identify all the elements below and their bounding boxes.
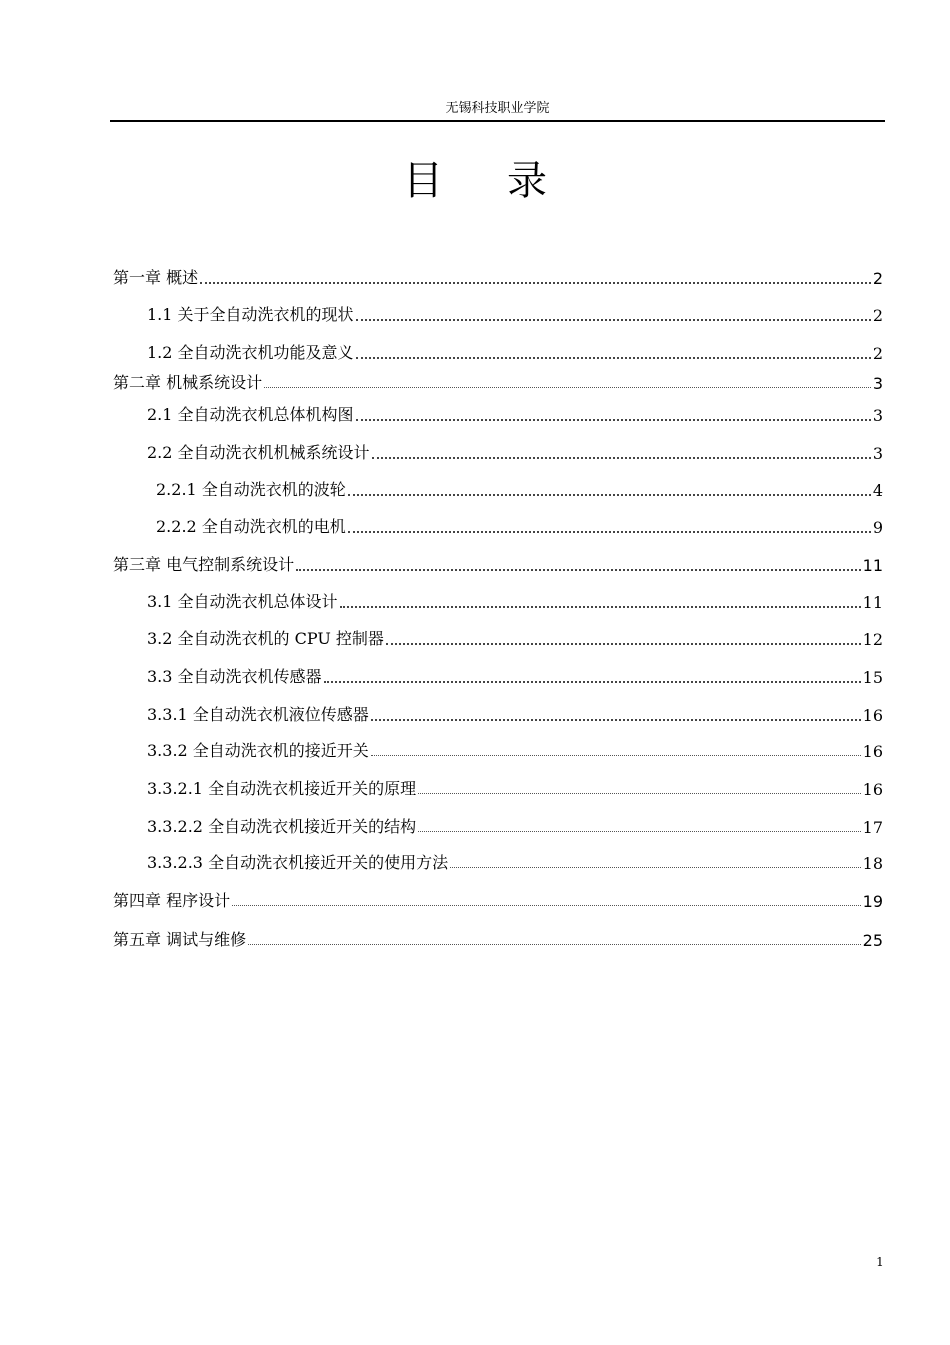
toc-entry-chapter-2[interactable]: 第二章 机械系统设计 3 [113, 369, 883, 393]
toc-title-right: 录 [507, 158, 547, 204]
toc-entry-2-2[interactable]: 2.2 全自动洗衣机机械系统设计 3 [147, 439, 883, 463]
toc-entry-chapter-1[interactable]: 第一章 概述 2 [113, 264, 883, 288]
toc-entry-3-2[interactable]: 3.2 全自动洗衣机的 CPU 控制器 12 [147, 625, 883, 649]
toc-title-left: 目 [403, 158, 443, 204]
toc-entry-1-2[interactable]: 1.2 全自动洗衣机功能及意义 2 [147, 339, 883, 363]
toc-entry-1-1[interactable]: 1.1 关于全自动洗衣机的现状 2 [147, 301, 883, 325]
toc-entry-2-1[interactable]: 2.1 全自动洗衣机总体机构图 3 [147, 401, 883, 425]
toc-entry-3-3-2-3[interactable]: 3.3.2.3 全自动洗衣机接近开关的使用方法 18 [147, 849, 883, 873]
toc-entry-chapter-4[interactable]: 第四章 程序设计 19 [113, 887, 883, 911]
toc-entry-chapter-5[interactable]: 第五章 调试与维修 25 [113, 926, 883, 950]
toc-entry-3-1[interactable]: 3.1 全自动洗衣机总体设计 11 [147, 588, 883, 612]
toc-entry-chapter-3[interactable]: 第三章 电气控制系统设计 11 [113, 551, 883, 575]
toc-entry-2-2-1[interactable]: 2.2.1 全自动洗衣机的波轮 4 [156, 476, 883, 500]
toc-entry-3-3-2-1[interactable]: 3.3.2.1 全自动洗衣机接近开关的原理 16 [147, 775, 883, 799]
toc-entry-3-3[interactable]: 3.3 全自动洗衣机传感器 15 [147, 663, 883, 687]
toc-entry-3-3-1[interactable]: 3.3.1 全自动洗衣机液位传感器 16 [147, 701, 883, 725]
page-number: 1 [876, 1255, 884, 1269]
page-header: 无锡科技职业学院 [445, 101, 550, 116]
toc-entry-3-3-2-2[interactable]: 3.3.2.2 全自动洗衣机接近开关的结构 17 [147, 813, 883, 837]
toc-entry-2-2-2[interactable]: 2.2.2 全自动洗衣机的电机 9 [156, 513, 883, 537]
toc-entry-3-3-2[interactable]: 3.3.2 全自动洗衣机的接近开关 16 [147, 737, 883, 761]
